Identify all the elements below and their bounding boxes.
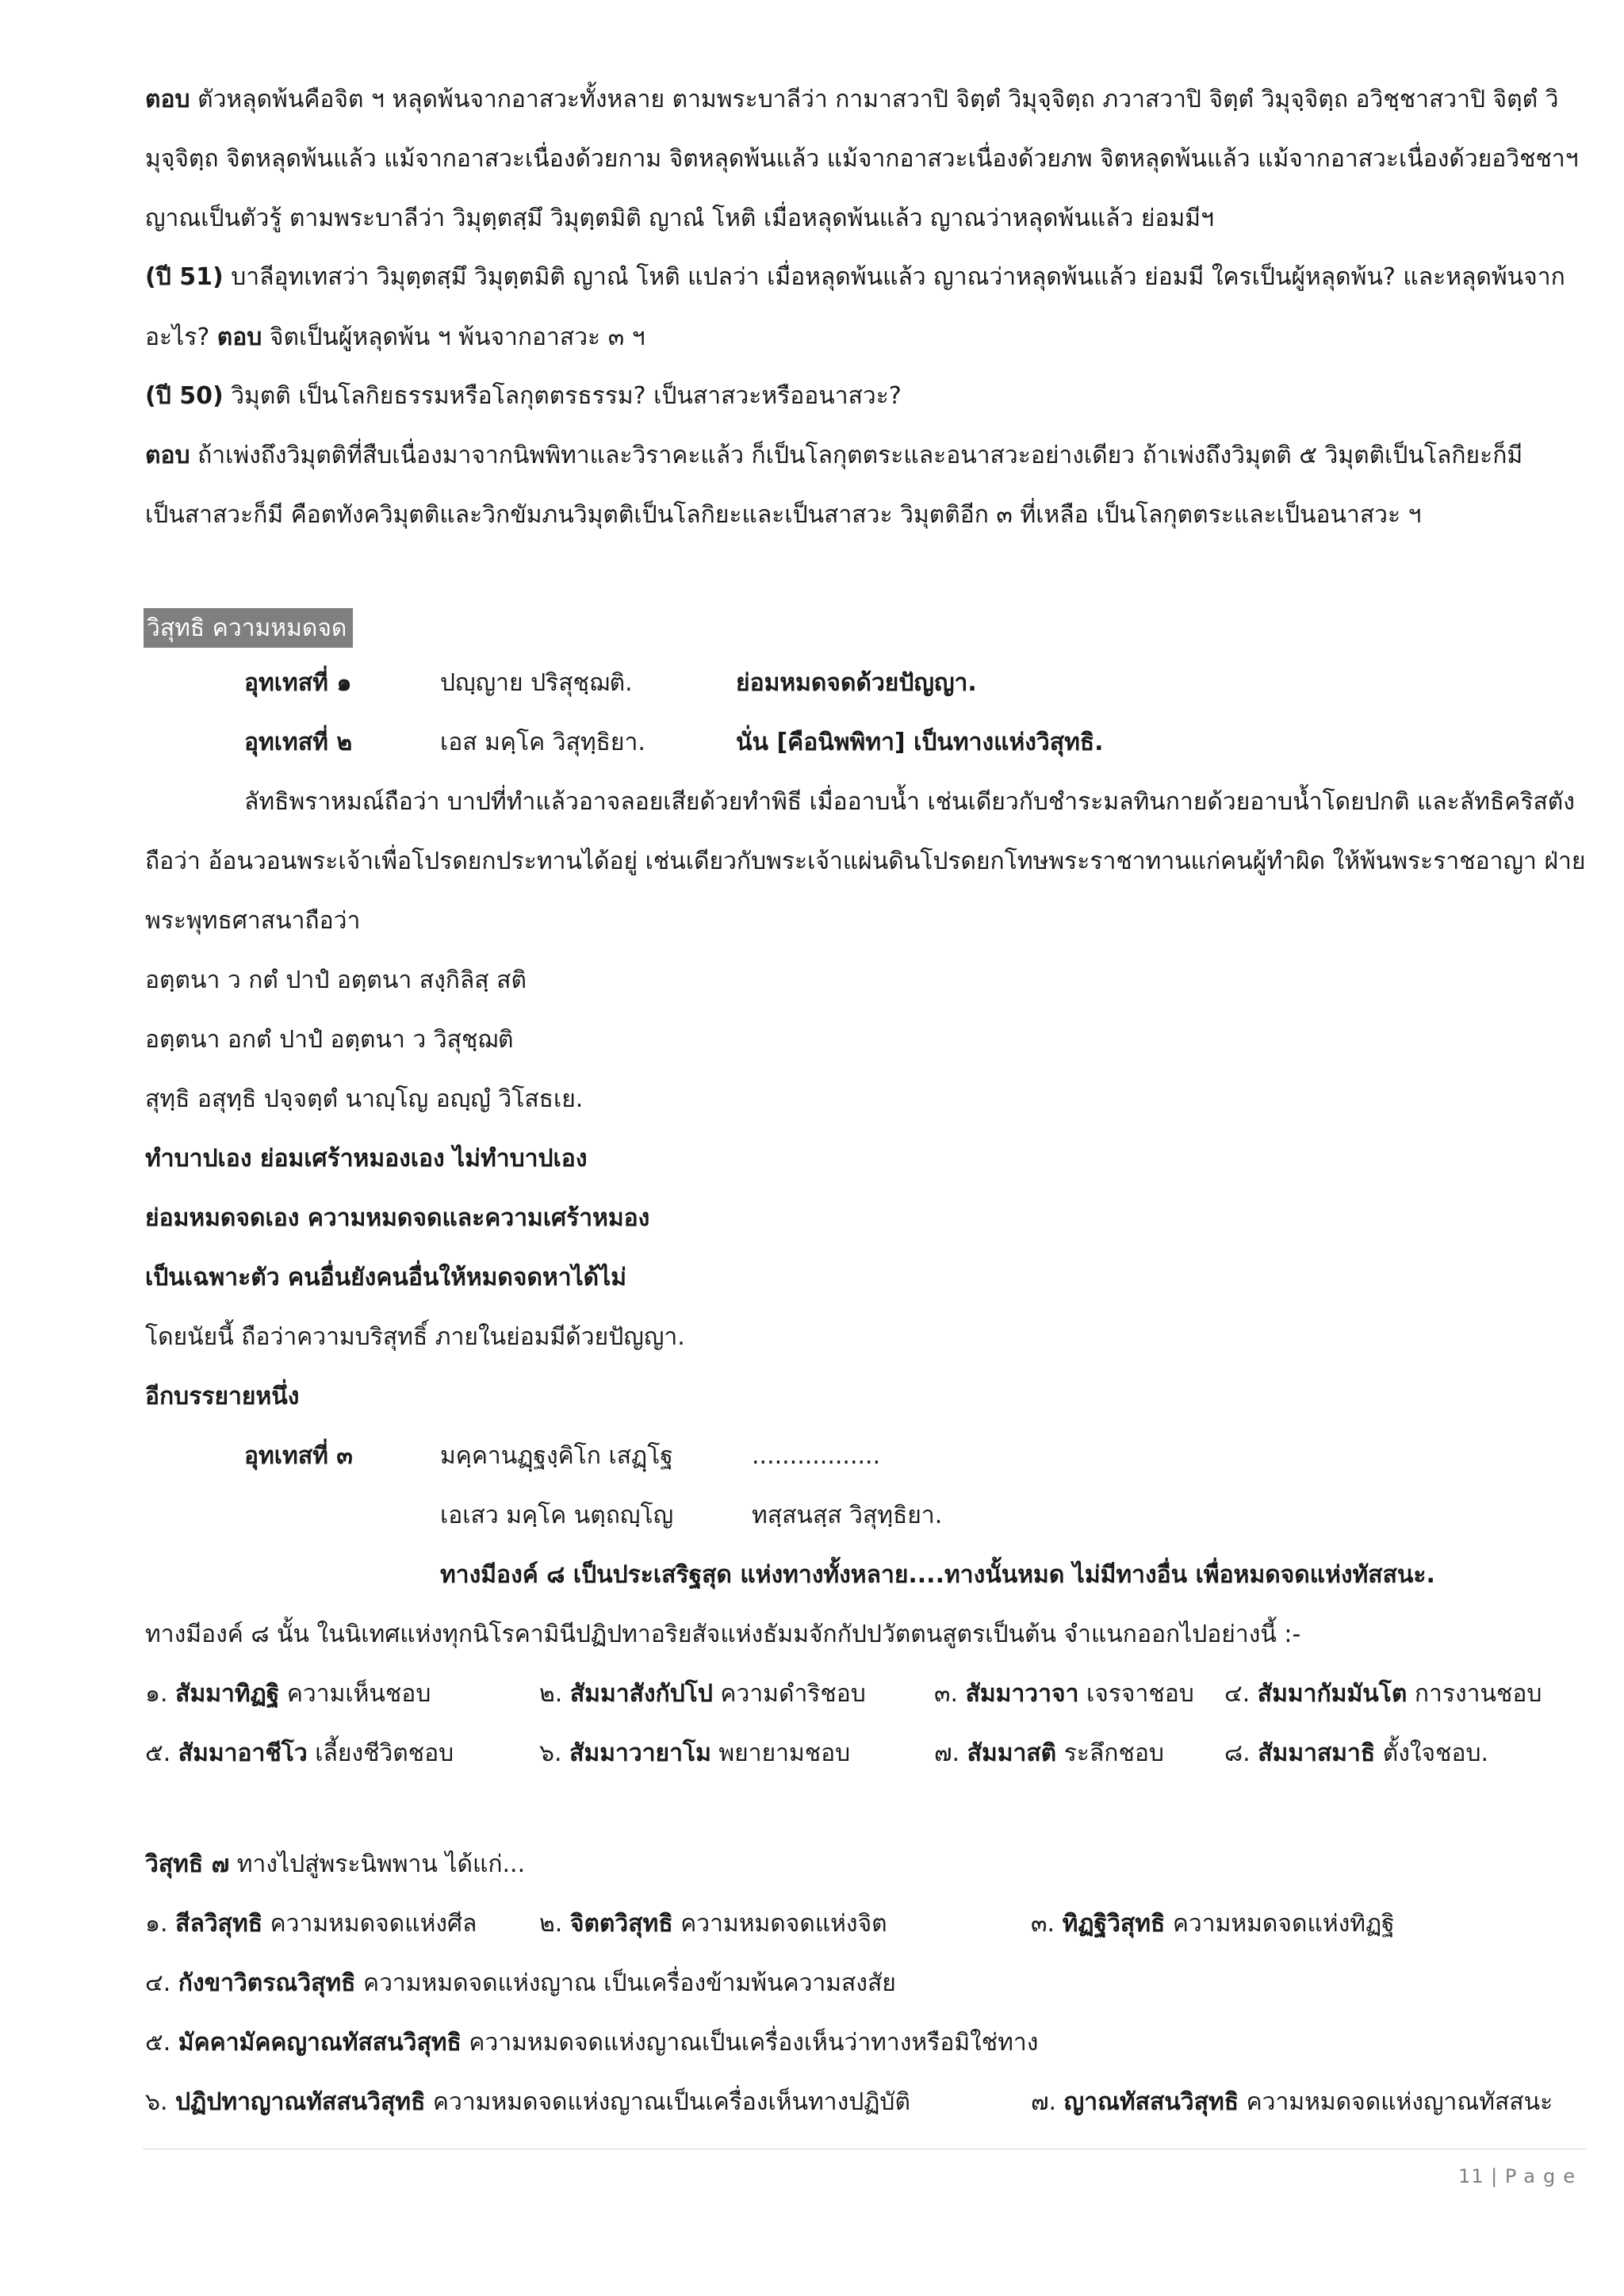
question-year-label: (ปี 50) — [145, 382, 224, 410]
verse-line: อตฺตนา อกตํ ปาปํ อตฺตนา ว วิสุชฺฌติ — [145, 1026, 514, 1054]
text-line: ญาณเป็นตัวรู้ ตามพระบาลีว่า วิมุตฺตสฺมึ วิมุตฺตมิติ ญาณํ โหติ เมื่อหลุดพ้นแล้ว ญาณว่าหลุดพ้นแล้ว ย่อมมีฯ — [145, 205, 1214, 232]
verse-meaning-line: ย่อมหมดจดเอง ความหมดจดและความเศร้าหมอง — [145, 1204, 650, 1232]
uddesa-pali: เอเสว มคฺโค นตฺถญฺโญ — [440, 1502, 674, 1529]
answer-label: ตอบ — [216, 323, 262, 351]
item-number: ๒. — [539, 1680, 563, 1708]
answer-line — [145, 440, 1576, 472]
item-desc: ความหมดจดแห่งญาณเป็นเครื่องเห็นว่าทางหรือมิใช่ทาง — [461, 2029, 1039, 2057]
subheading: อีกบรรยายหนึ่ง — [145, 1383, 300, 1410]
visuddhi-item — [145, 2087, 910, 2118]
eightfold-item — [539, 1678, 866, 1710]
answer-text: จิตเป็นผู้หลุดพ้น ฯ พ้นจากอาสวะ ๓ ฯ — [262, 323, 645, 351]
verse-meaning-line: เป็นเฉพาะตัว คนอื่นยังคนอื่นให้หมดจดหาได้ไม่ — [145, 1264, 627, 1292]
item-number: ๓. — [1031, 1910, 1055, 1938]
item-desc: ความหมดจดแห่งศีล — [262, 1910, 477, 1938]
item-name: สัมมาทิฏฐิ — [175, 1680, 280, 1708]
item-name: สัมมาวาจา — [965, 1680, 1079, 1708]
item-number: ๗. — [934, 1739, 960, 1767]
item-name: สัมมาสมาธิ — [1258, 1739, 1376, 1767]
item-desc: ความหมดจดแห่งจิต — [672, 1910, 887, 1938]
page-number-value: 11 — [1457, 2165, 1484, 2187]
question-text: วิมุตติ เป็นโลกิยธรรมหรือโลกุตตรธรรม? เป็นสาสวะหรืออนาสวะ? — [223, 382, 902, 410]
section-heading-row — [145, 608, 1576, 648]
item-number: ๑. — [145, 1680, 168, 1708]
question-line — [145, 381, 1576, 412]
ellipsis-dots: ................. — [752, 1442, 881, 1470]
answer-text: ตัวหลุดพ้นคือจิต ฯ หลุดพ้นจากอาสวะทั้งหลาย ตามพระบาลีว่า กามาสวาปิ จิตฺตํ วิมุจฺจิตฺถ ภวาสวาปิ จิตฺตํ วิมุจฺจิตฺถ อวิชฺชาสวาปิ จิตฺตํ วิ — [190, 86, 1559, 113]
item-number: ๒. — [539, 1910, 563, 1938]
question-text: อะไร? — [145, 323, 217, 351]
item-desc: ความดำริชอบ — [712, 1680, 866, 1708]
text-line: พระพุทธศาสนาถือว่า — [145, 907, 361, 935]
item-number: ๕. — [145, 1739, 171, 1767]
item-name: สีลวิสุทธิ — [175, 1910, 263, 1938]
visuddhi-intro-text: ทางไปสู่พระนิพพาน ได้แก่... — [229, 1850, 526, 1878]
item-desc: ระลึกชอบ — [1056, 1739, 1164, 1767]
item-name: มัคคามัคคญาณทัสสนวิสุทธิ — [178, 2029, 462, 2057]
item-name: สัมมาสังกัปโป — [569, 1680, 713, 1708]
item-desc: การงานชอบ — [1407, 1680, 1542, 1708]
section-heading: วิสุทธิ ความหมดจด — [144, 608, 353, 648]
item-desc: ตั้งใจชอบ. — [1375, 1739, 1489, 1767]
eightfold-item — [1224, 1678, 1542, 1710]
item-name: ญาณทัสสนวิสุทธิ — [1063, 2088, 1239, 2116]
visuddhi-intro — [145, 1849, 1576, 1881]
visuddhi-title: วิสุทธิ ๗ — [145, 1850, 230, 1878]
item-desc: เจรจาชอบ — [1078, 1680, 1194, 1708]
item-name: สัมมาวายาโม — [569, 1739, 711, 1767]
item-desc: ความหมดจดแห่งทิฏฐิ — [1165, 1910, 1395, 1938]
answer-label: ตอบ — [145, 86, 190, 113]
page-number-separator: | — [1491, 2165, 1499, 2187]
text-line: เป็นสาสวะก็มี คือตทังควิมุตติและวิกขัมภนวิมุตติเป็นโลกิยะและเป็นสาสวะ วิมุตติอีก ๓ ที่เหลือ เป็นโลกุตตระและเป็นอนาสวะ ฯ — [145, 501, 1422, 529]
eightfold-item — [934, 1738, 1164, 1770]
answer-label: ตอบ — [145, 442, 190, 469]
item-number: ๖. — [539, 1739, 562, 1767]
item-number: ๖. — [145, 2088, 168, 2116]
uddesa-meaning: ย่อมหมดจดด้วยปัญญา. — [736, 669, 977, 697]
visuddhi-item — [145, 1908, 477, 1940]
text-line: ถือว่า อ้อนวอนพระเจ้าเพื่อโปรดยกประทานได้อยู่ เช่นเดียวกับพระเจ้าแผ่นดินโปรดยกโทษพระราชาทานแก่คนผู้ทำผิด ให้พ้นพระราชอาญา ฝ่าย — [145, 848, 1586, 875]
item-name: สัมมากัมมันโต — [1257, 1680, 1408, 1708]
item-number: ๔. — [145, 1969, 171, 1997]
item-number: ๔. — [1224, 1680, 1251, 1708]
verse-line: สุทฺธิ อสุทฺธิ ปจฺจตฺตํ นาญฺโญ อญฺญํ วิโสธเย. — [145, 1085, 584, 1113]
visuddhi-item — [1031, 2087, 1553, 2118]
item-name: ทิฏฐิวิสุทธิ — [1062, 1910, 1166, 1938]
visuddhi-item — [145, 1968, 896, 1999]
item-name: จิตตวิสุทธิ — [569, 1910, 673, 1938]
verse-line: อตฺตนา ว กตํ ปาปํ อตฺตนา สงฺกิลิสฺ สติ — [145, 966, 527, 994]
eightfold-item — [934, 1678, 1194, 1710]
page-number — [1458, 2164, 1583, 2188]
text-line: มุจฺจิตฺถ จิตหลุดพ้นแล้ว แม้จากอาสวะเนื่องด้วยกาม จิตหลุดพ้นแล้ว แม้จากอาสวะเนื่องด้วยภพ จิตหลุดพ้นแล้ว แม้จากอาสวะเนื่องด้วยอวิชชาฯ — [145, 145, 1579, 173]
answer-line — [145, 84, 1576, 116]
item-desc: ความเห็นชอบ — [279, 1680, 431, 1708]
item-number: ๗. — [1031, 2088, 1057, 2116]
item-name: สัมมาอาชีโว — [178, 1739, 308, 1767]
visuddhi-item — [145, 2027, 1038, 2059]
item-name: ปฏิปทาญาณทัสสนวิสุทธิ — [175, 2088, 426, 2116]
question-text: บาลีอุทเทสว่า วิมุตฺตสฺมึ วิมุตฺตมิติ ญาณํ โหติ แปลว่า เมื่อหลุดพ้นแล้ว ญาณว่าหลุดพ้นแล้ว ย่อมมี ใครเป็นผู้หลุดพ้น? และหลุดพ้นจาก — [223, 263, 1565, 291]
question-year-label: (ปี 51) — [145, 263, 224, 291]
verse-meaning-line: ทำบาปเอง ย่อมเศร้าหมองเอง ไม่ทำบาปเอง — [145, 1145, 588, 1173]
item-desc: พยายามชอบ — [710, 1739, 851, 1767]
item-number: ๘. — [1224, 1739, 1251, 1767]
page-word: Page — [1504, 2165, 1583, 2187]
item-number: ๑. — [145, 1910, 168, 1938]
item-desc: ความหมดจดแห่งญาณเป็นเครื่องเห็นทางปฏิบัติ — [425, 2088, 910, 2116]
item-number: ๕. — [145, 2029, 171, 2057]
uddesa-pali: เอส มคฺโค วิสุทฺธิยา. — [440, 729, 645, 756]
item-desc: ความหมดจดแห่งญาณทัสสนะ — [1239, 2088, 1553, 2116]
uddesa-label: อุทเทสที่ ๒ — [244, 729, 353, 756]
uddesa-pali: ปญฺญาย ปริสุชฺฌติ. — [440, 669, 633, 697]
item-desc: เลี้ยงชีวิตชอบ — [307, 1739, 454, 1767]
uddesa-label: อุทเทสที่ ๑ — [244, 669, 352, 697]
item-number: ๓. — [934, 1680, 959, 1708]
eightfold-item — [539, 1738, 850, 1770]
eightfold-item — [1224, 1738, 1488, 1770]
uddesa-label: อุทเทสที่ ๓ — [244, 1442, 353, 1470]
visuddhi-item — [1031, 1908, 1395, 1940]
uddesa-meaning: นั่น [คือนิพพิทา] เป็นทางแห่งวิสุทธิ. — [736, 729, 1104, 756]
answer-text: ถ้าเพ่งถึงวิมุตติที่สืบเนื่องมาจากนิพพิทาและวิราคะแล้ว ก็เป็นโลกุตตระและอนาสวะอย่างเดียว ถ้าเพ่งถึงวิมุตติ ๕ วิมุตติเป็นโลกิยะก็มี — [190, 442, 1523, 469]
uddesa-pali: ทสฺสนสฺส วิสุทฺธิยา. — [752, 1502, 943, 1529]
answer-line — [145, 322, 1576, 354]
question-line — [145, 262, 1576, 293]
item-name: สัมมาสติ — [967, 1739, 1057, 1767]
text-line: ลัทธิพราหมณ์ถือว่า บาปที่ทำแล้วอาจลอยเสียด้วยทำพิธี เมื่ออาบน้ำ เช่นเดียวกับชำระมลทินกายด้วยอาบน้ำโดยปกติ และลัทธิคริสตัง — [244, 788, 1575, 816]
text-line: ทางมีองค์ ๘ นั้น ในนิเทศแห่งทุกนิโรคามินีปฏิปทาอริยสัจแห่งธัมมจักกัปปวัตตนสูตรเป็นต้น จำแนกออกไปอย่างนี้ :- — [145, 1621, 1301, 1648]
eightfold-item — [145, 1678, 431, 1710]
item-desc: ความหมดจดแห่งญาณ เป็นเครื่องข้ามพ้นความสงสัย — [355, 1969, 896, 1997]
uddesa-pali: มคฺคานฏฺฐงฺคิโก เสฏฺโฐ — [440, 1442, 673, 1470]
item-name: กังขาวิตรณวิสุทธิ — [178, 1969, 356, 1997]
visuddhi-item — [539, 1908, 887, 1940]
eightfold-item — [145, 1738, 454, 1770]
uddesa-meaning: ทางมีองค์ ๘ เป็นประเสริฐสุด แห่งทางทั้งหลาย....ทางนั้นหมด ไม่มีทางอื่น เพื่อหมดจดแห่งทัสสนะ. — [440, 1561, 1435, 1589]
text-line: โดยนัยนี้ ถือว่าความบริสุทธิ์ ภายในย่อมมีด้วยปัญญา. — [145, 1323, 685, 1351]
